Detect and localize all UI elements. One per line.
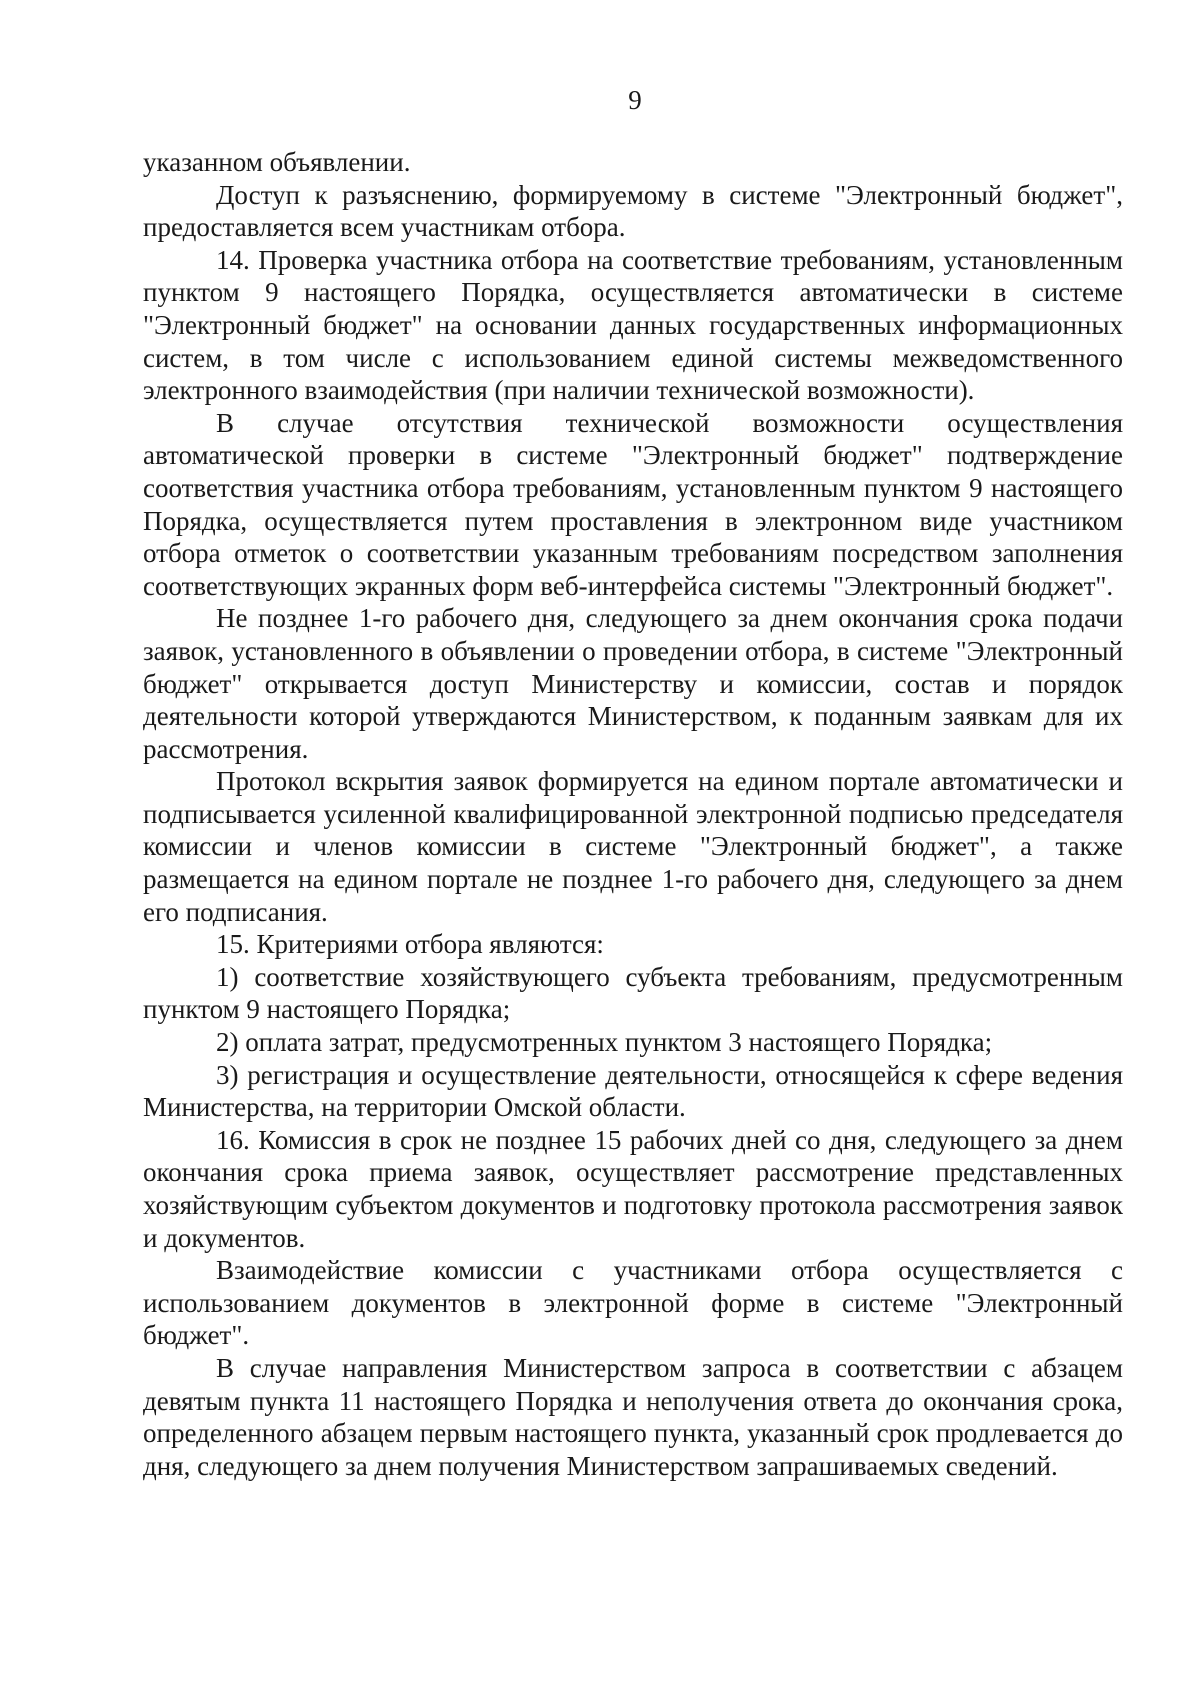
- paragraph-access-opening: Не позднее 1-го рабочего дня, следующего за днем окончания срока подачи заявок, установленного в объявлении о проведении отбора, в системе "Электронный бюджет" открывается доступ Министерству и комиссии, состав и порядок деятельности которой утверждаются Министерством, к поданным заявкам для их рассмотрения.: [143, 603, 1123, 764]
- document-body: [143, 146, 1123, 1482]
- list-item-criterion-2: 2) оплата затрат, предусмотренных пунктом 3 настоящего Порядка;: [216, 1027, 993, 1058]
- paragraph-request-extension: В случае направления Министерством запроса в соответствии с абзацем девятым пункта 11 настоящего Порядка и неполучения ответа до окончания срока, определенного абзацем первым настоящего пункта, указанный срок продлевается до дня, следующего за днем получения Министерством запрашиваемых сведений.: [143, 1352, 1123, 1481]
- page-number: 9: [628, 85, 642, 115]
- paragraph-continuation: указанном объявлении.: [143, 147, 411, 177]
- paragraph-opening-protocol: Протокол вскрытия заявок формируется на едином портале автоматически и подписывается усиленной квалифицированной электронной подписью председателя комиссии и членов комиссии в системе "Электронный бюджет", а также размещается на едином портале не позднее 1-го рабочего дня, следующего за днем его подписания.: [143, 766, 1123, 927]
- paragraph-clause-15: 15. Критериями отбора являются:: [216, 929, 604, 960]
- paragraph-no-technical-possibility: В случае отсутствия технической возможности осуществления автоматической проверки в системе "Электронный бюджет" подтверждение соответствия участника отбора требованиям, установленным пунктом 9 настоящего Порядка, осуществляется путем проставления в электронном виде участником отбора отметок о соответствии указанным требованиям посредством заполнения соответствующих экранных форм веб-интерфейса системы "Электронный бюджет".: [143, 407, 1123, 601]
- paragraph-access-clarification: Доступ к разъяснению, формируемому в системе "Электронный бюджет", предоставляется всем участникам отбора.: [143, 179, 1123, 243]
- paragraph-interaction: Взаимодействие комиссии с участниками отбора осуществляется с использованием документов в электронной форме в системе "Электронный бюджет".: [143, 1255, 1123, 1351]
- list-item-criterion-3: 3) регистрация и осуществление деятельности, относящейся к сфере ведения Министерства, на территории Омской области.: [143, 1059, 1123, 1123]
- paragraph-clause-14: 14. Проверка участника отбора на соответствие требованиям, установленным пунктом 9 настоящего Порядка, осуществляется автоматически в системе "Электронный бюджет" на основании данных государственных информационных систем, в том числе с использованием единой системы межведомственного электронного взаимодействия (при наличии технической возможности).: [143, 244, 1123, 406]
- paragraph-clause-16: 16. Комиссия в срок не позднее 15 рабочих дней со дня, следующего за днем окончания срока приема заявок, осуществляет рассмотрение представленных хозяйствующим субъектом документов и подготовку протокола рассмотрения заявок и документов.: [143, 1124, 1123, 1253]
- list-item-criterion-1: 1) соответствие хозяйствующего субъекта требованиям, предусмотренным пунктом 9 настоящего Порядка;: [143, 961, 1123, 1025]
